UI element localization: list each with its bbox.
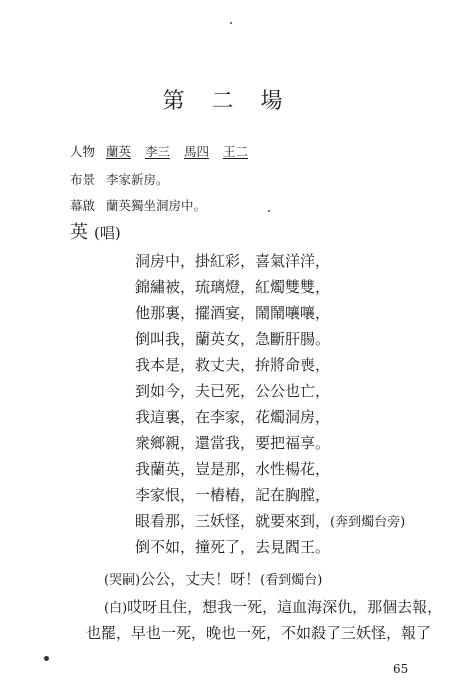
verse-line: [135, 510, 405, 531]
ink-speck: [268, 210, 270, 212]
page-number: 65: [393, 662, 409, 676]
cast-label: 人物: [70, 144, 96, 159]
verse-line: 我本是，救丈夫，拚將命喪，: [135, 356, 331, 374]
verse-line: 倒叫我，蘭英女，急斷肝腸。: [135, 330, 331, 348]
verse-text: 眼看那，三妖怪，就要來到，: [135, 512, 331, 530]
setting-text: 李家新房。: [105, 172, 169, 187]
verse-line: 洞房中，掛紅彩，喜氣洋洋，: [135, 252, 331, 270]
verse-line: 我這裏，在李家，花燭洞房，: [135, 408, 331, 426]
cast-member: 蘭英: [105, 144, 131, 159]
cast-member: 李三: [144, 144, 170, 159]
cast-line: [70, 142, 258, 160]
speaker-tag: (唱): [94, 224, 121, 242]
verse-line: 到如今，夫已死，公公也亡，: [135, 382, 331, 400]
verse-line: 李家恨，一樁樁，記在胸膛，: [135, 486, 331, 504]
cry-line: [104, 568, 322, 589]
stage-direction: (白): [104, 601, 128, 616]
verse-line: 錦繡被，琉璃燈，紅燭雙雙，: [135, 278, 331, 296]
cast-member: 王二: [222, 144, 248, 159]
speaker-name: 英: [70, 222, 88, 243]
verse-line: 衆鄉親，還當我，要把福享。: [135, 434, 331, 452]
ink-dot: [44, 656, 49, 661]
ink-speck: [230, 22, 232, 24]
setting-label: 布景: [70, 172, 96, 187]
prose-line: [104, 596, 442, 617]
verse-line: 他那裏，擺酒宴，鬧鬧嚷嚷，: [135, 304, 331, 322]
prose-text: 哎呀且住，想我一死，這血海深仇，那個去報，: [127, 598, 443, 616]
cast-list: [106, 144, 258, 159]
curtain-text: 蘭英獨坐洞房中。: [105, 198, 206, 213]
cry-text: 公公，丈夫！呀！: [140, 570, 261, 588]
verse-line: 我蘭英，豈是那，水性楊花，: [135, 460, 331, 478]
cast-member: 馬四: [183, 144, 209, 159]
speaker-line: [70, 218, 121, 244]
curtain-label: 幕啟: [70, 198, 96, 213]
curtain-line: [70, 196, 206, 214]
setting-line: [70, 170, 169, 188]
stage-direction: (哭嗣): [104, 573, 141, 588]
stage-direction: (奔到燭台旁): [330, 515, 406, 530]
verse-line: 倒不如，撞死了，去見閻王。: [135, 538, 331, 556]
scene-title: 第 二 場: [162, 89, 293, 114]
prose-line: 也罷，早也一死，晚也一死，不如殺了三妖怪，報了: [86, 624, 432, 642]
stage-direction: (看到燭台): [260, 573, 323, 588]
